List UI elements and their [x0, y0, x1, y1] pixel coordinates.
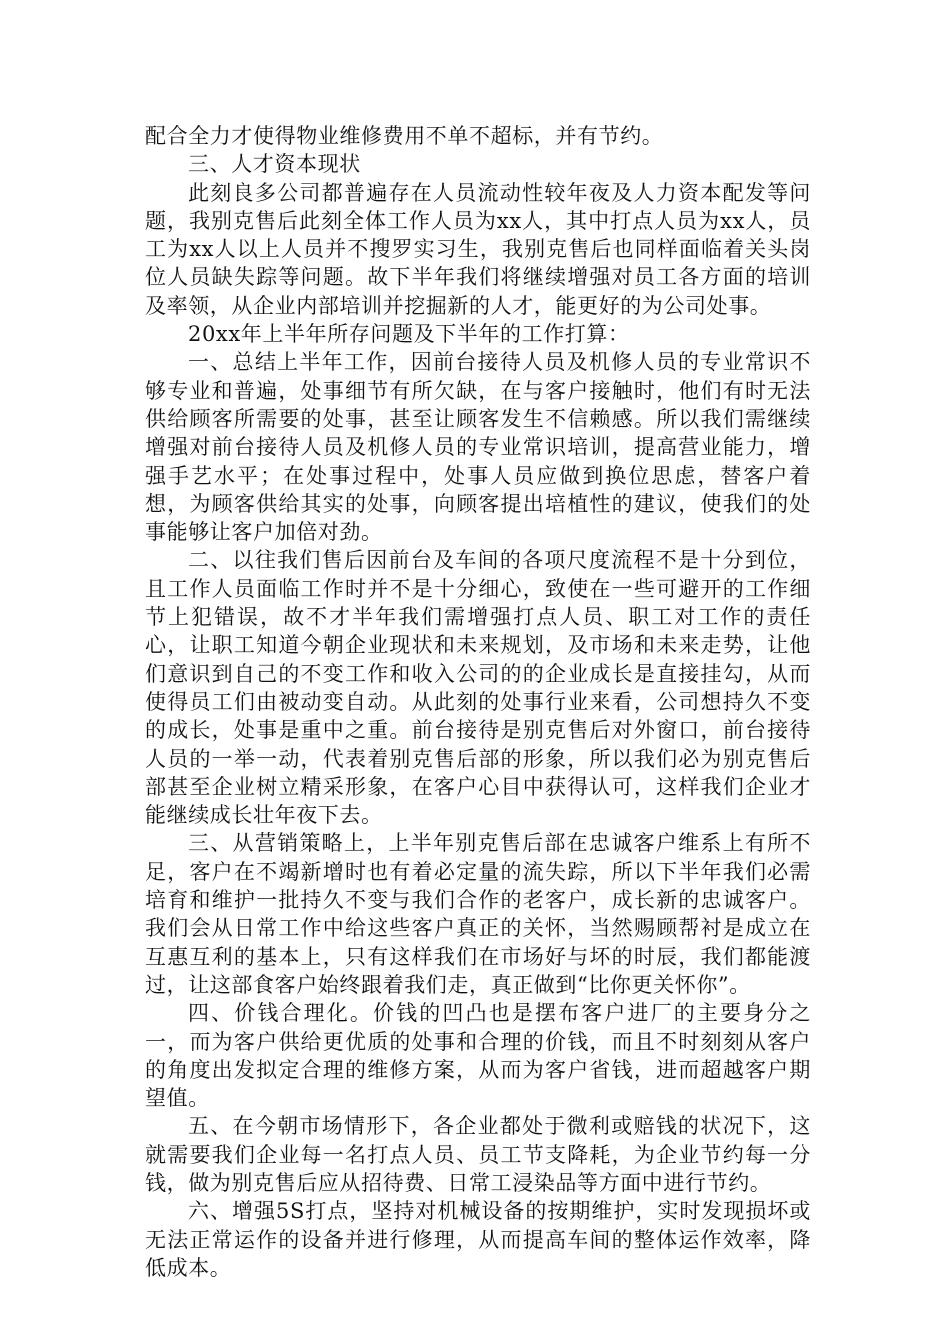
paragraph-plan-item-6: 六、增强5S打点，坚持对机械设备的按期维护，实时发现损坏或无法正常运作的设备并进行修理，从而提高车间的整体运作效率，降低成本。	[145, 1199, 811, 1280]
document-body	[145, 122, 811, 1282]
paragraph-plan-item-5: 五、在今朝市场情形下，各企业都处于微利或赔钱的状况下，这就需要我们企业每一名打点人员、员工节支降耗，为企业节约每一分钱，做为别克售后应从招待费、日常工浸染品等方面中进行节约。	[145, 1114, 811, 1195]
paragraph-talent-status: 此刻良多公司都普遍存在人员流动性较年夜及人力资本配发等问题，我别克售后此刻全体工作人员为xx人，其中打点人员为xx人，员工为xx人以上人员并不搜罗实习生，我别克售后也同样面临着关头岗位人员缺失踪等问题。故下半年我们将继续增强对员工各方面的培训及率领，从企业内部培训并挖掘新的人才，能更好的为公司处事。	[145, 180, 811, 318]
paragraph-plan-item-1: 一、总结上半年工作，因前台接待人员及机修人员的专业常识不够专业和普遍，处事细节有所欠缺，在与客户接触时，他们有时无法供给顾客所需要的处事，甚至让顾客发生不信赖感。所以我们需继续增强对前台接待人员及机修人员的专业常识培训，提高营业能力，增强手艺水平；在处事过程中，处事人员应做到换位思虑，替客户着想，为顾客供给其实的处事，向顾客提出培植性的建议，使我们的处事能够让客户加倍对劲。	[145, 350, 811, 545]
section-heading-plan: 20xx年上半年所存问题及下半年的工作打算：	[188, 322, 630, 347]
paragraph-plan-item-3: 三、从营销策略上，上半年别克售后部在忠诚客户维系上有所不足，客户在不竭新增时也有着必定量的流失踪，所以下半年我们必需培育和维护一批持久不变与我们合作的老客户，成长新的忠诚客户。我们会从日常工作中给这些客户真正的关怀，当然赐顾帮衬是成立在互惠互利的基本上，只有这样我们在市场好与坏的时辰，我们都能渡过，让这部食客户始终跟着我们走，真正做到“比你更关怀你”。	[145, 831, 811, 997]
paragraph-plan-item-4: 四、价钱合理化。价钱的凹凸也是摆布客户进厂的主要身分之一，而为客户供给更优质的处事和合理的价钱，而且不时刻刻从客户的角度出发拟定合理的维修方案，从而为客户省钱，进而超越客户期望值。	[145, 1001, 811, 1111]
section-heading-talent: 三、人才资本现状	[188, 152, 361, 177]
paragraph-1: 配合全力才使得物业维修费用不单不超标，并有节约。	[145, 124, 664, 148]
paragraph-plan-item-2: 二、以往我们售后因前台及车间的各项尺度流程不是十分到位，且工作人员面临工作时并不是十分细心，致使在一些可避开的工作细节上犯错误，故不才半年我们需增强打点人员、职工对工作的责任心，让职工知道今朝企业现状和未来规划，及市场和未来走势，让他们意识到自己的不变工作和收入公司的的企业成长是直接挂勾，从而使得员工们由被动变自动。从此刻的处事行业来看，公司想持久不变的成长，处事是重中之重。前台接待是别克售后对外窗口，前台接待人员的一举一动，代表着别克售后部的形象，所以我们必为别克售后部甚至企业树立精采形象，在客户心目中获得认可，这样我们企业才能继续成长壮年夜下去。	[145, 548, 811, 828]
